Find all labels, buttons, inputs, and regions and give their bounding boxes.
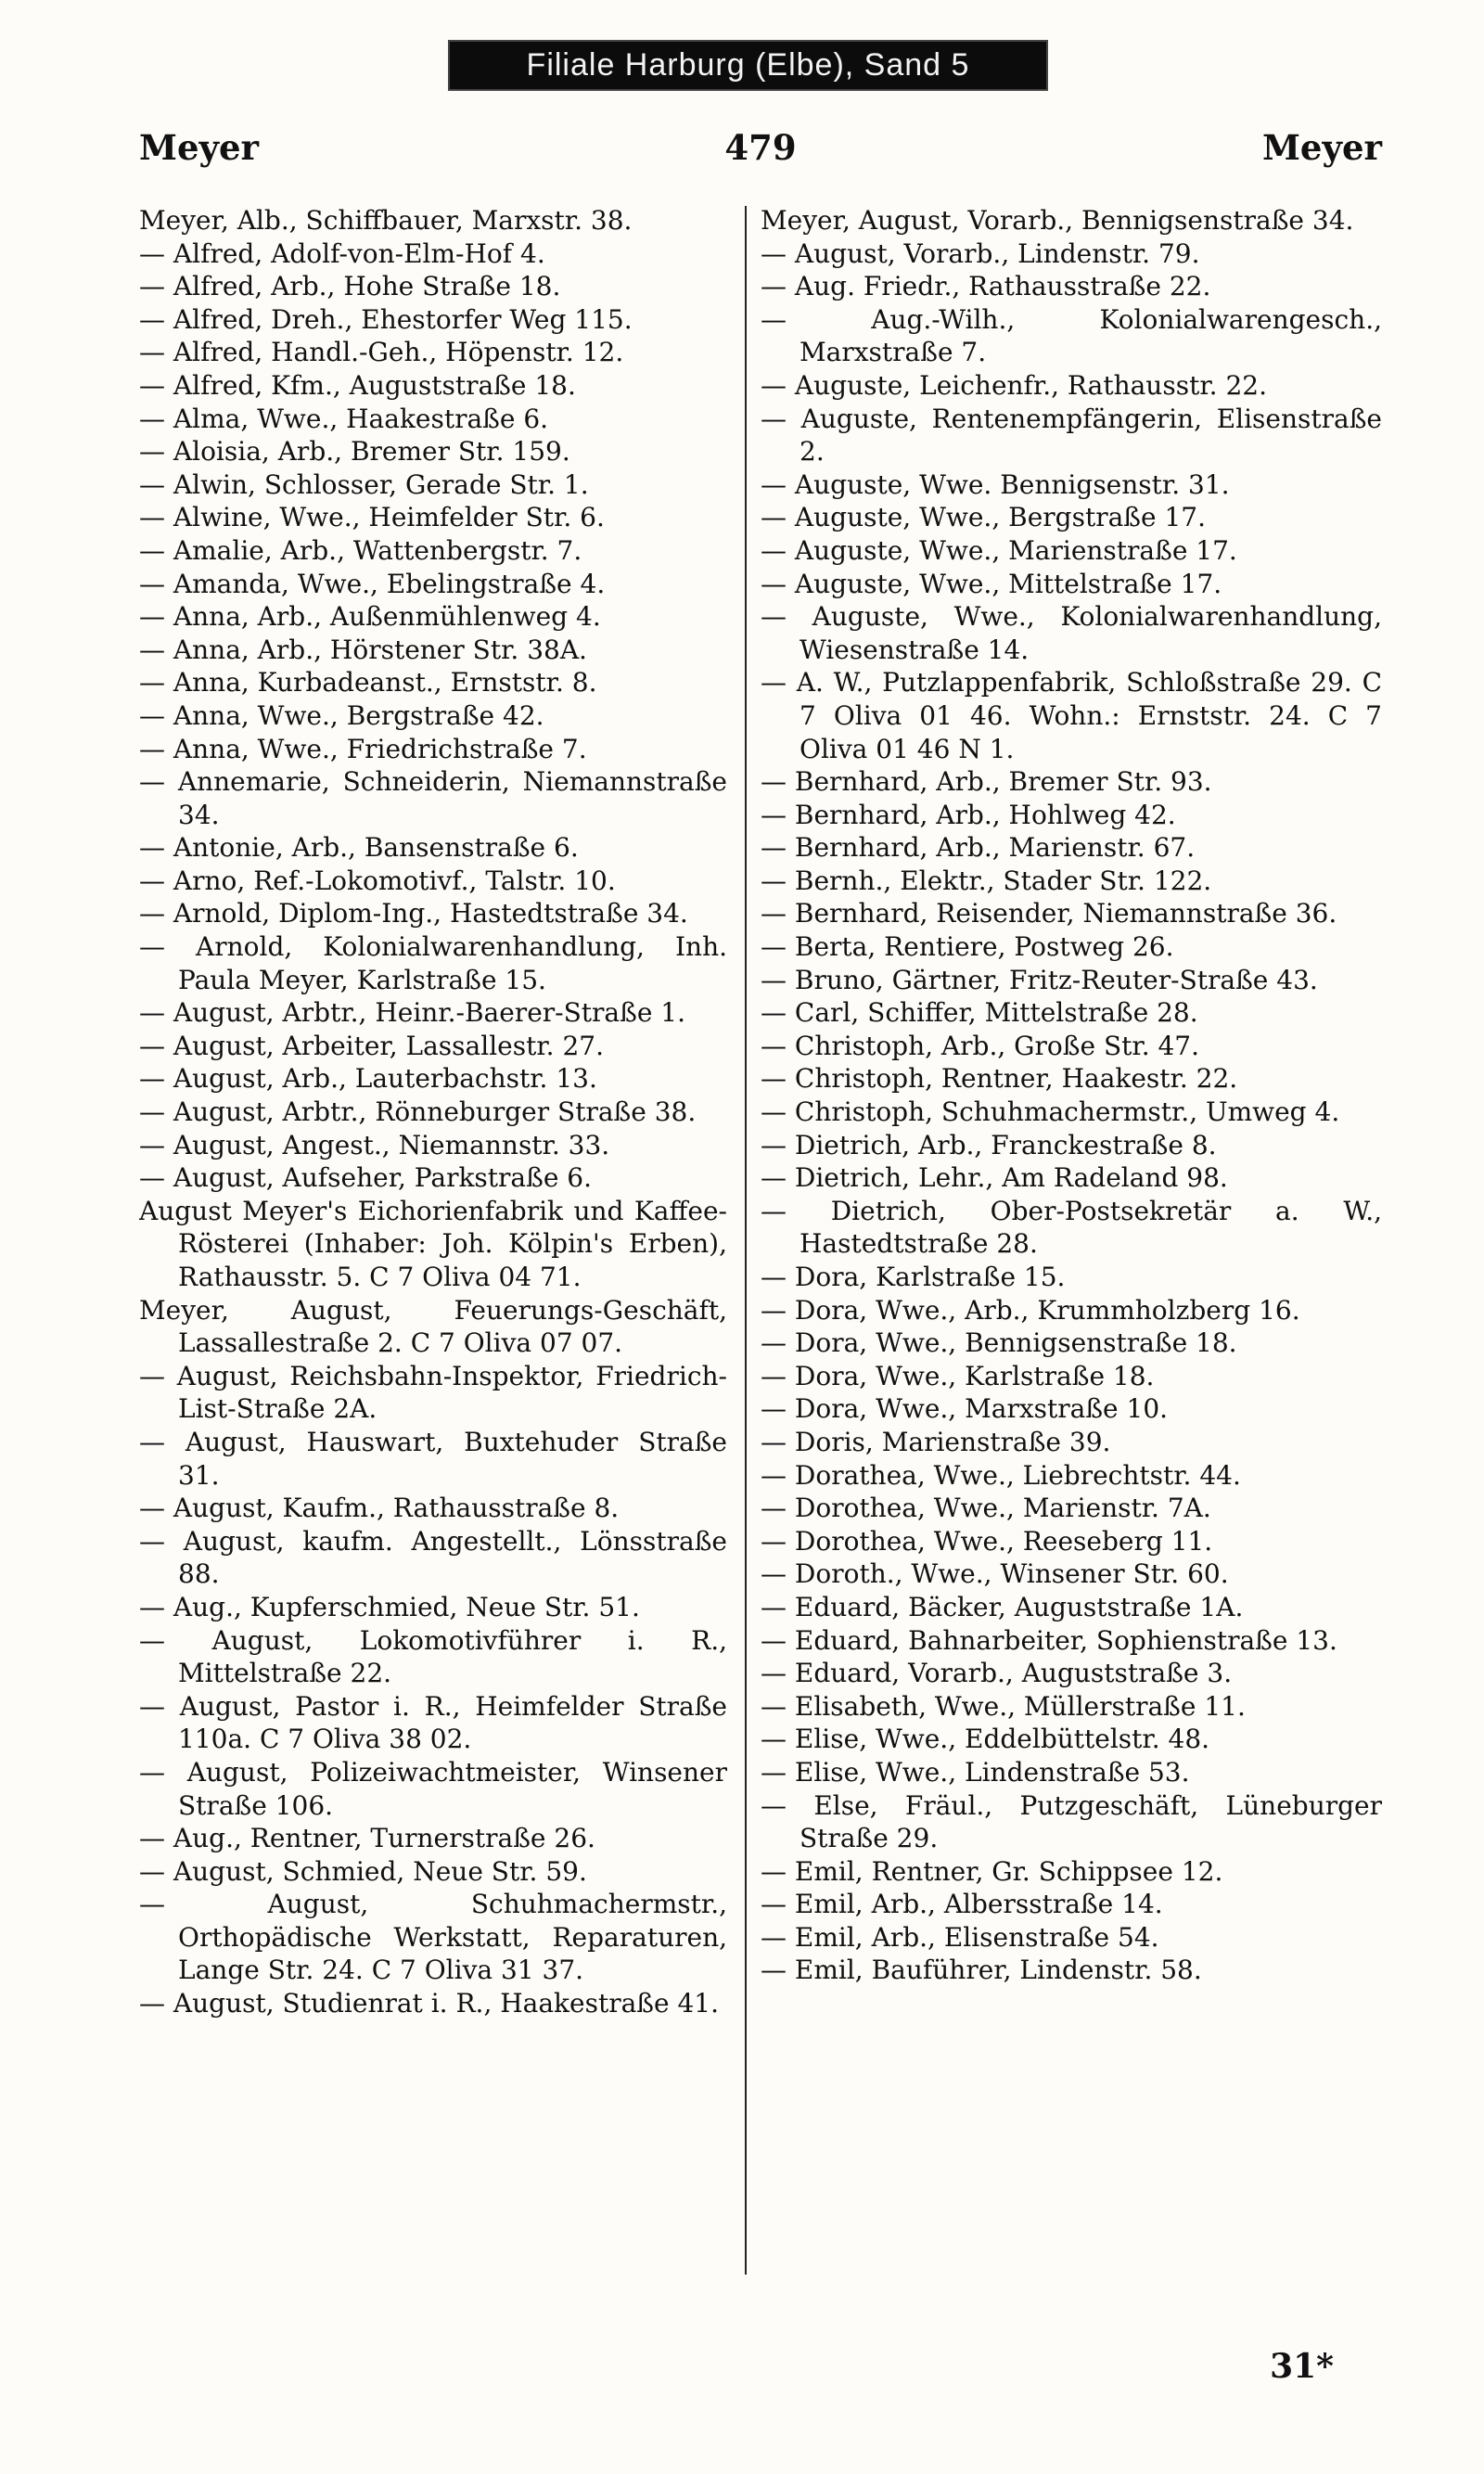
directory-entry: — August, Polizeiwachtmeister, Winsener Straße 106.: [139, 1756, 727, 1821]
directory-entry: — Auguste, Rentenempfängerin, Elisenstraße 2.: [761, 403, 1382, 468]
directory-entry: — Aug., Kupferschmied, Neue Str. 51.: [139, 1591, 640, 1622]
directory-entry: — Dorothea, Wwe., Marienstr. 7A.: [761, 1493, 1211, 1524]
left-column: [139, 204, 727, 2273]
directory-entry: — Anna, Wwe., Bergstraße 42.: [139, 699, 544, 731]
directory-entry: — Auguste, Wwe., Mittelstraße 17.: [761, 568, 1222, 599]
directory-entry: — Elise, Wwe., Eddelbüttelstr. 48.: [761, 1724, 1210, 1755]
directory-entry: — Eduard, Vorarb., Auguststraße 3.: [761, 1658, 1233, 1689]
column-divider: [745, 206, 747, 2275]
directory-entry: August Meyer's Eichorienfabrik und Kaffee-Rösterei (Inhaber: Joh. Kölpin's Erben), Rathausstr. 5. C 7 Oliva 04 71.: [139, 1195, 727, 1292]
directory-entry: — Auguste, Wwe., Kolonialwarenhandlung, Wiesenstraße 14.: [761, 601, 1382, 665]
directory-entry: — August, Vorarb., Lindenstr. 79.: [761, 237, 1200, 269]
directory-entry: — Christoph, Schuhmachermstr., Umweg 4.: [761, 1096, 1340, 1128]
directory-entry: — Doris, Marienstraße 39.: [761, 1426, 1111, 1457]
directory-entry: — Anna, Wwe., Friedrichstraße 7.: [139, 733, 587, 764]
directory-entry: — August, Lokomotivführer i. R., Mittelstraße 22.: [139, 1624, 727, 1689]
directory-entry: — Christoph, Rentner, Haakestr. 22.: [761, 1063, 1238, 1095]
right-column: [761, 204, 1382, 2273]
directory-entry: — August, Aufseher, Parkstraße 6.: [139, 1162, 593, 1194]
directory-entry: Meyer, August, Feuerungs-Geschäft, Lassallestraße 2. C 7 Oliva 07 07.: [139, 1294, 727, 1359]
directory-entry: — Dorothea, Wwe., Reeseberg 11.: [761, 1525, 1213, 1557]
directory-entry: — Christoph, Arb., Große Str. 47.: [761, 1030, 1200, 1061]
directory-entry: — A. W., Putzlappenfabrik, Schloßstraße 29. C 7 Oliva 01 46. Wohn.: Ernststr. 24. C 7 Oliva 01 46 N 1.: [761, 667, 1382, 764]
signature-mark: 31*: [1270, 2347, 1334, 2386]
directory-entry: — Emil, Rentner, Gr. Schippsee 12.: [761, 1855, 1223, 1887]
directory-entry: — Dietrich, Arb., Franckestraße 8.: [761, 1129, 1217, 1160]
directory-entry: — Dora, Wwe., Karlstraße 18.: [761, 1360, 1155, 1391]
directory-entry: — August, kaufm. Angestellt., Lönsstraße 88.: [139, 1525, 727, 1590]
directory-entry: — Antonie, Arb., Bansenstraße 6.: [139, 832, 579, 864]
directory-entry: — Bernh., Elektr., Stader Str. 122.: [761, 865, 1212, 896]
directory-entry: — Berta, Rentiere, Postweg 26.: [761, 931, 1174, 963]
directory-entry: — Elisabeth, Wwe., Müllerstraße 11.: [761, 1690, 1246, 1722]
directory-entry: — August, Arbtr., Heinr.-Baerer-Straße 1.: [139, 997, 686, 1029]
directory-entry: — Else, Fräul., Putzgeschäft, Lüneburger Straße 29.: [761, 1789, 1382, 1854]
directory-entry: — Aug.-Wilh., Kolonialwarengesch., Marxstraße 7.: [761, 303, 1382, 368]
directory-entry: — August, Schmied, Neue Str. 59.: [139, 1855, 587, 1887]
directory-entry: — Alfred, Dreh., Ehestorfer Weg 115.: [139, 303, 633, 335]
header-left-surname: Meyer: [139, 127, 260, 168]
directory-entry: — Dorathea, Wwe., Liebrechtstr. 44.: [761, 1459, 1241, 1491]
directory-entry: — Emil, Bauführer, Lindenstr. 58.: [761, 1955, 1202, 1986]
directory-entry: — August, Arbtr., Rönneburger Straße 38.: [139, 1096, 697, 1128]
directory-entry: — Doroth., Wwe., Winsener Str. 60.: [761, 1558, 1229, 1590]
directory-entry: — Dora, Karlstraße 15.: [761, 1262, 1066, 1292]
directory-entry: — August, Angest., Niemannstr. 33.: [139, 1129, 610, 1160]
directory-entry: — Bernhard, Arb., Bremer Str. 93.: [761, 766, 1212, 798]
directory-entry: — Dora, Wwe., Bennigsenstraße 18.: [761, 1327, 1237, 1359]
directory-entry: Meyer, Alb., Schiffbauer, Marxstr. 38.: [139, 205, 633, 236]
directory-entry: — Anna, Arb., Hörstener Str. 38A.: [139, 634, 587, 665]
directory-entry: — August, Hauswart, Buxtehuder Straße 31.: [139, 1426, 727, 1491]
directory-entry: — Bernhard, Arb., Hohlweg 42.: [761, 799, 1176, 830]
directory-entry: — Aug., Rentner, Turnerstraße 26.: [139, 1823, 595, 1854]
directory-entry: — Arnold, Diplom-Ing., Hastedtstraße 34.: [139, 898, 688, 929]
directory-entry: — August, Kaufm., Rathausstraße 8.: [139, 1493, 620, 1524]
directory-entry: — Amalie, Arb., Wattenbergstr. 7.: [139, 534, 582, 566]
directory-entry: — Emil, Arb., Albersstraße 14.: [761, 1889, 1163, 1920]
directory-entry: — Bernhard, Arb., Marienstr. 67.: [761, 832, 1196, 864]
directory-entry: — Alfred, Arb., Hohe Straße 18.: [139, 271, 561, 302]
branch-banner: Filiale Harburg (Elbe), Sand 5: [448, 40, 1048, 91]
directory-entry: — August, Reichsbahn-Inspektor, Friedrich-List-Straße 2A.: [139, 1360, 727, 1425]
directory-entry: — Dietrich, Ober-Postsekretär a. W., Hastedtstraße 28.: [761, 1195, 1382, 1260]
directory-entry: — Auguste, Wwe., Bergstraße 17.: [761, 502, 1206, 533]
directory-entry: — Dietrich, Lehr., Am Radeland 98.: [761, 1162, 1228, 1194]
directory-entry: — Anna, Kurbadeanst., Ernststr. 8.: [139, 667, 597, 699]
directory-entry: — Dora, Wwe., Marxstraße 10.: [761, 1393, 1169, 1425]
directory-entry: — Emil, Arb., Elisenstraße 54.: [761, 1921, 1159, 1953]
directory-entry: — Alfred, Handl.-Geh., Höpenstr. 12.: [139, 337, 624, 368]
directory-entry: — Carl, Schiffer, Mittelstraße 28.: [761, 997, 1198, 1029]
directory-entry: — Dora, Wwe., Arb., Krummholzberg 16.: [761, 1294, 1300, 1326]
directory-entry: — Eduard, Bäcker, Auguststraße 1A.: [761, 1591, 1244, 1622]
directory-entry: — August, Pastor i. R., Heimfelder Straße 110a. C 7 Oliva 38 02.: [139, 1690, 727, 1755]
directory-entry: — Alfred, Kfm., Auguststraße 18.: [139, 369, 576, 401]
directory-entry: — Auguste, Wwe., Marienstraße 17.: [761, 534, 1237, 566]
directory-entry: — Alwin, Schlosser, Gerade Str. 1.: [139, 468, 589, 500]
directory-entry: — August, Arb., Lauterbachstr. 13.: [139, 1063, 597, 1095]
directory-entry: — Anna, Arb., Außenmühlenweg 4.: [139, 601, 601, 633]
directory-entry: — Annemarie, Schneiderin, Niemannstraße 34.: [139, 766, 727, 830]
directory-entry: — Aloisia, Arb., Bremer Str. 159.: [139, 436, 570, 468]
directory-entry: — Alma, Wwe., Haakestraße 6.: [139, 403, 549, 434]
header-right-surname: Meyer: [1261, 127, 1382, 168]
directory-entry: — Alfred, Adolf-von-Elm-Hof 4.: [139, 237, 545, 269]
directory-entry: — Arno, Ref.-Lokomotivf., Talstr. 10.: [139, 865, 616, 896]
directory-entry: — Elise, Wwe., Lindenstraße 53.: [761, 1756, 1190, 1788]
directory-entry: — Bernhard, Reisender, Niemannstraße 36.: [761, 898, 1337, 929]
directory-entry: — Amanda, Wwe., Ebelingstraße 4.: [139, 568, 606, 599]
directory-entry: — Arnold, Kolonialwarenhandlung, Inh. Paula Meyer, Karlstraße 15.: [139, 931, 727, 995]
directory-entry: — Alwine, Wwe., Heimfelder Str. 6.: [139, 502, 605, 533]
directory-entry: — August, Schuhmachermstr., Orthopädische Werkstatt, Reparaturen, Lange Str. 24. C 7 Oliva 31 37.: [139, 1889, 727, 1986]
directory-entry: — August, Arbeiter, Lassallestr. 27.: [139, 1030, 604, 1061]
page-number: 479: [724, 127, 797, 168]
directory-entry: — Auguste, Leichenfr., Rathausstr. 22.: [761, 369, 1267, 401]
directory-entry: — Eduard, Bahnarbeiter, Sophienstraße 13.: [761, 1624, 1337, 1656]
directory-entry: — Auguste, Wwe. Bennigsenstr. 31.: [761, 468, 1230, 500]
directory-entry: Meyer, August, Vorarb., Bennigsenstraße 34.: [761, 205, 1354, 236]
directory-entry: — Bruno, Gärtner, Fritz-Reuter-Straße 43.: [761, 964, 1318, 995]
directory-entry: — Aug. Friedr., Rathausstraße 22.: [761, 271, 1211, 302]
directory-entry: — August, Studienrat i. R., Haakestraße 41.: [139, 1988, 719, 2019]
running-head: [139, 116, 1382, 172]
